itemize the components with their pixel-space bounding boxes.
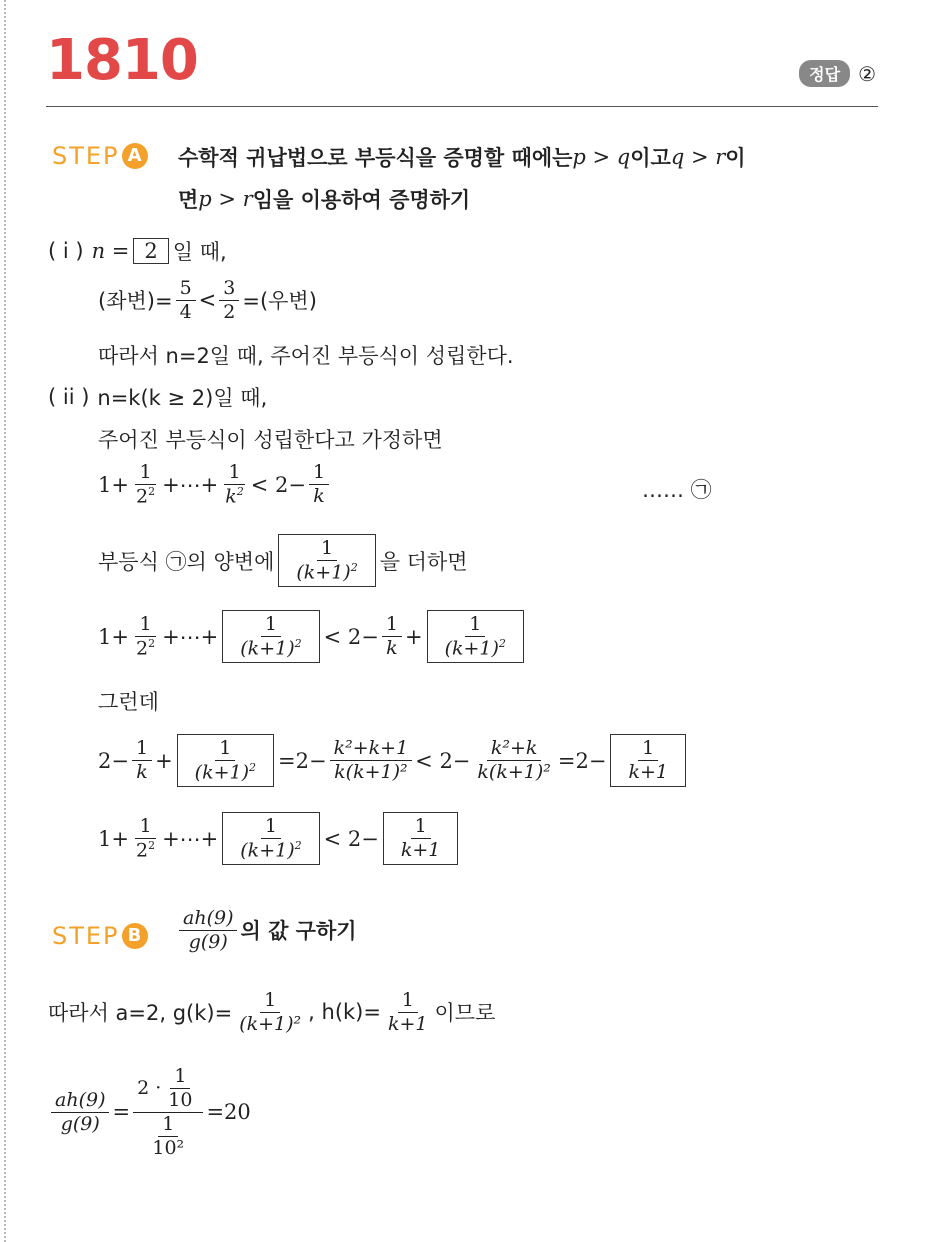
ah9-over-g9: $\frac{ah(9)}{g(9)}$	[51, 1090, 109, 1135]
fraction-b: $\frac{\text{k²+k}}{\text{k(k+1)²}}$	[477, 737, 551, 784]
right-side-label: =(우변)	[242, 289, 317, 314]
step-a-title-line2	[178, 184, 470, 214]
cond-1: p > q	[572, 145, 631, 169]
eq-two-minus: =2−	[278, 748, 327, 773]
case-i-label: ( i )	[48, 239, 84, 263]
fraction-3-2: $\frac{3}{2}$	[219, 278, 239, 323]
h-fraction: $\frac{1}{k+1}$	[387, 989, 428, 1035]
step-a-text: 수학적 귀납법으로 부등식을 증명할 때에는	[178, 146, 573, 170]
line1-post: 이므로	[434, 1001, 496, 1026]
plus: +	[155, 748, 173, 773]
case-ii-assume2: 주어진 부등식이 성립한다고 가정하면	[98, 428, 443, 452]
lt-two-minus: < 2−	[323, 624, 379, 649]
answer-area	[799, 60, 876, 87]
step-word: STEP	[52, 142, 120, 170]
page-edge-dotted-line	[4, 0, 6, 1242]
case-i-conclusion: 따라서 n=2일 때, 주어진 부등식이 성립한다.	[98, 344, 514, 368]
fraction-1-over-2sq: $\frac{1}{2^2}$	[135, 613, 156, 660]
fraction-5-4: $\frac{5}{4}$	[176, 278, 196, 323]
answer-badge: 정답	[799, 60, 850, 87]
step-a-text-post: 이	[725, 146, 746, 170]
step-b-title	[176, 908, 357, 953]
lt-two-minus: < 2−	[415, 748, 471, 773]
lt-two-minus: < 2−	[323, 826, 379, 851]
step-b-title-text: 의 값 구하기	[240, 919, 357, 944]
case-i-when: 일 때,	[172, 240, 227, 264]
boxed-fraction-kp1: $\frac{1}{k+1}$	[383, 812, 459, 865]
added-inequality	[98, 610, 528, 663]
final-inequality	[98, 812, 462, 865]
boxed-fraction: $\frac{1}{(k+1)^2}$	[278, 534, 375, 587]
case-i-equation	[98, 278, 317, 323]
then-equation	[98, 734, 690, 787]
case-ii-header	[48, 382, 267, 412]
cond-3: p > r	[198, 187, 253, 211]
step-a-text2: 면	[178, 188, 199, 212]
h-pre: , h(k)=	[308, 1000, 381, 1025]
add-text-pre: 부등식 ㉠의 양변에	[98, 549, 275, 574]
fraction-1-over-k: $\frac{1}{k}$	[382, 614, 402, 659]
step-word: STEP	[52, 922, 120, 950]
ellipsis: +⋯+	[162, 624, 219, 649]
answer-value: ②	[858, 61, 876, 86]
boxed-fraction: $\frac{1}{(k+1)^2}$	[177, 734, 274, 787]
step-a-text-mid: 이고	[630, 146, 671, 170]
g-fraction: $\frac{1}{\text{(k+1)²}}$	[239, 989, 302, 1035]
step-a-text2-post: 임을 이용하여 증명하기	[252, 188, 471, 212]
fraction-a: $\frac{\text{k²+k+1}}{\text{k(k+1)²}}$	[330, 738, 413, 783]
then-label: 그런데	[98, 690, 159, 714]
hypothesis-inequality	[98, 462, 332, 507]
n-equals: n =	[91, 239, 130, 263]
ellipsis: +⋯+	[162, 826, 219, 851]
boxed-fraction: $\frac{1}{(k+1)^2}$	[222, 812, 319, 865]
case-i-header	[48, 236, 227, 266]
ah9-over-g9: $\frac{ah(9)}{g(9)}$	[179, 908, 237, 953]
one-plus: 1+	[98, 472, 129, 497]
step-a-title-line1	[178, 142, 746, 172]
case-ii-label: ( ii )	[48, 385, 90, 409]
two-minus: 2−	[98, 748, 129, 773]
boxed-fraction: $\frac{1}{(k+1)^2}$	[222, 610, 319, 663]
cond-2: q > r	[670, 145, 726, 169]
eq-two-minus: =2−	[557, 748, 607, 773]
equation-marker: …… ㉠	[642, 478, 712, 502]
add-text-post: 을 더하면	[379, 549, 468, 574]
fraction-1-over-2sq: $\frac{1}{2^2}$	[135, 461, 156, 508]
final-computation: $\frac{ah(9)}{g(9)}$ = 2 · $\frac{1}{10}$ $\frac{1}{\text{10²}}$ =20	[48, 1066, 251, 1159]
fraction-1-over-2sq: $\frac{1}{2^2}$	[135, 815, 156, 862]
less-than: <	[198, 288, 217, 313]
fraction-1-over-k: $\frac{1}{k}$	[309, 462, 329, 507]
boxed-fraction-kp1: $\frac{1}{k+1}$	[610, 734, 686, 787]
add-both-sides-line	[98, 534, 468, 587]
fraction-1-over-k: $\frac{1}{k}$	[132, 738, 152, 783]
step-letter-circle: A	[122, 143, 148, 169]
lt-two-minus: < 2−	[250, 472, 307, 497]
step-a-label	[52, 142, 148, 170]
one-plus: 1+	[98, 826, 129, 851]
header-rule	[46, 106, 878, 107]
line1-pre: 따라서 a=2, g(k)=	[48, 1001, 233, 1026]
fraction-1-over-ksq: $\frac{1}{k^2}$	[225, 461, 244, 508]
compound-fraction: 2 · $\frac{1}{10}$ $\frac{1}{\text{10²}}$	[133, 1066, 203, 1159]
one-plus: 1+	[98, 624, 129, 649]
answer-box-2: 2	[133, 238, 168, 264]
case-ii-assume: n=k(k ≥ 2)일 때,	[97, 386, 268, 410]
step-letter-circle: B	[122, 923, 148, 949]
plus: +	[404, 624, 423, 649]
ellipsis: +⋯+	[162, 472, 219, 497]
result: =20	[206, 1100, 251, 1125]
step-b-line1	[48, 990, 495, 1035]
boxed-fraction: $\frac{1}{(k+1)^2}$	[427, 610, 524, 663]
left-side-label: (좌변)=	[98, 289, 173, 314]
problem-number: 1810	[46, 28, 198, 93]
step-b-label	[52, 922, 148, 950]
